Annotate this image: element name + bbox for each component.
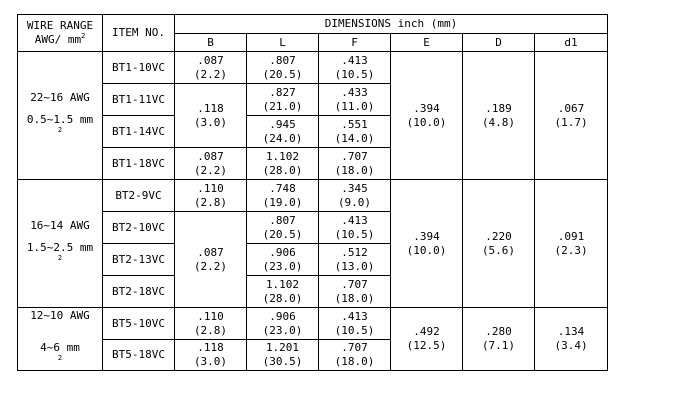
l-value: .807 (20.5) — [247, 212, 319, 244]
f-value: .707 (18.0) — [319, 148, 391, 180]
mm-range: 1.5~2.5 mm — [26, 240, 94, 254]
b-value: .110 (2.8) — [175, 180, 247, 212]
wire-range-cell — [18, 52, 103, 180]
col-header-f: F — [319, 34, 391, 52]
b-value: .087 (2.2) — [175, 52, 247, 84]
l-value: .906 (23.0) — [247, 244, 319, 276]
e-value: .394 (10.0) — [391, 180, 463, 308]
table-row — [18, 52, 608, 84]
d1-value: .067 (1.7) — [535, 52, 608, 180]
mm-range: 4~6 mm — [40, 341, 80, 354]
f-value: .345 (9.0) — [319, 180, 391, 212]
wire-range-header — [18, 15, 103, 52]
col-header-e: E — [391, 34, 463, 52]
l-value: 1.201 (30.5) — [247, 340, 319, 371]
e-value: .394 (10.0) — [391, 52, 463, 180]
f-value: .413 (10.5) — [319, 308, 391, 340]
item-no-cell: BT2-10VC — [103, 212, 175, 244]
f-value: .413 (10.5) — [319, 52, 391, 84]
f-value: .551 (14.0) — [319, 116, 391, 148]
col-header-d1: d1 — [535, 34, 608, 52]
col-header-l: L — [247, 34, 319, 52]
col-header-d: D — [463, 34, 535, 52]
d-value: .189 (4.8) — [463, 52, 535, 180]
item-no-cell: BT2-9VC — [103, 180, 175, 212]
mm-sup: 2 — [57, 253, 63, 262]
dimensions-table — [17, 14, 608, 371]
l-value: .906 (23.0) — [247, 308, 319, 340]
item-no-cell: BT5-10VC — [103, 308, 175, 340]
l-value: 1.102 (28.0) — [247, 148, 319, 180]
item-no-cell: BT1-18VC — [103, 148, 175, 180]
b-value: .118 (3.0) — [175, 340, 247, 371]
l-value: .945 (24.0) — [247, 116, 319, 148]
wire-range-cell — [18, 180, 103, 308]
header-row-1 — [18, 15, 608, 34]
f-value: .413 (10.5) — [319, 212, 391, 244]
mm-sup: 2 — [57, 125, 63, 134]
f-value: .707 (18.0) — [319, 276, 391, 308]
e-value: .492 (12.5) — [391, 308, 463, 371]
l-value: .807 (20.5) — [247, 52, 319, 84]
item-no-cell: BT1-11VC — [103, 84, 175, 116]
item-no-cell: BT1-10VC — [103, 52, 175, 84]
table-row — [18, 180, 608, 212]
mm-range: 0.5~1.5 mm — [26, 112, 94, 126]
l-value: 1.102 (28.0) — [247, 276, 319, 308]
item-no-header: ITEM NO. — [103, 15, 175, 52]
wire-range-unit: AWG/ mm — [34, 33, 82, 46]
d1-value: .134 (3.4) — [535, 308, 608, 371]
b-value: .087 (2.2) — [175, 212, 247, 308]
b-value: .087 (2.2) — [175, 148, 247, 180]
l-value: .748 (19.0) — [247, 180, 319, 212]
col-header-b: B — [175, 34, 247, 52]
f-value: .707 (18.0) — [319, 340, 391, 371]
item-no-cell: BT5-18VC — [103, 340, 175, 371]
dimensions-header: DIMENSIONS inch (mm) — [175, 15, 608, 34]
f-value: .512 (13.0) — [319, 244, 391, 276]
d-value: .220 (5.6) — [463, 180, 535, 308]
awg-range: 12~10 AWG — [30, 309, 90, 322]
d1-value: .091 (2.3) — [535, 180, 608, 308]
item-no-cell: BT1-14VC — [103, 116, 175, 148]
awg-range: 16~14 AWG — [30, 218, 90, 232]
item-no-cell: BT2-13VC — [103, 244, 175, 276]
d-value: .280 (7.1) — [463, 308, 535, 371]
wire-range-cell — [18, 308, 103, 371]
awg-range: 22~16 AWG — [30, 90, 90, 104]
wire-range-unit-sup: 2 — [81, 32, 86, 40]
b-value: .118 (3.0) — [175, 84, 247, 148]
table-row — [18, 308, 608, 340]
wire-range-title: WIRE RANGE — [26, 19, 94, 32]
l-value: .827 (21.0) — [247, 84, 319, 116]
mm-sup: 2 — [57, 354, 63, 362]
item-no-cell: BT2-18VC — [103, 276, 175, 308]
b-value: .110 (2.8) — [175, 308, 247, 340]
f-value: .433 (11.0) — [319, 84, 391, 116]
